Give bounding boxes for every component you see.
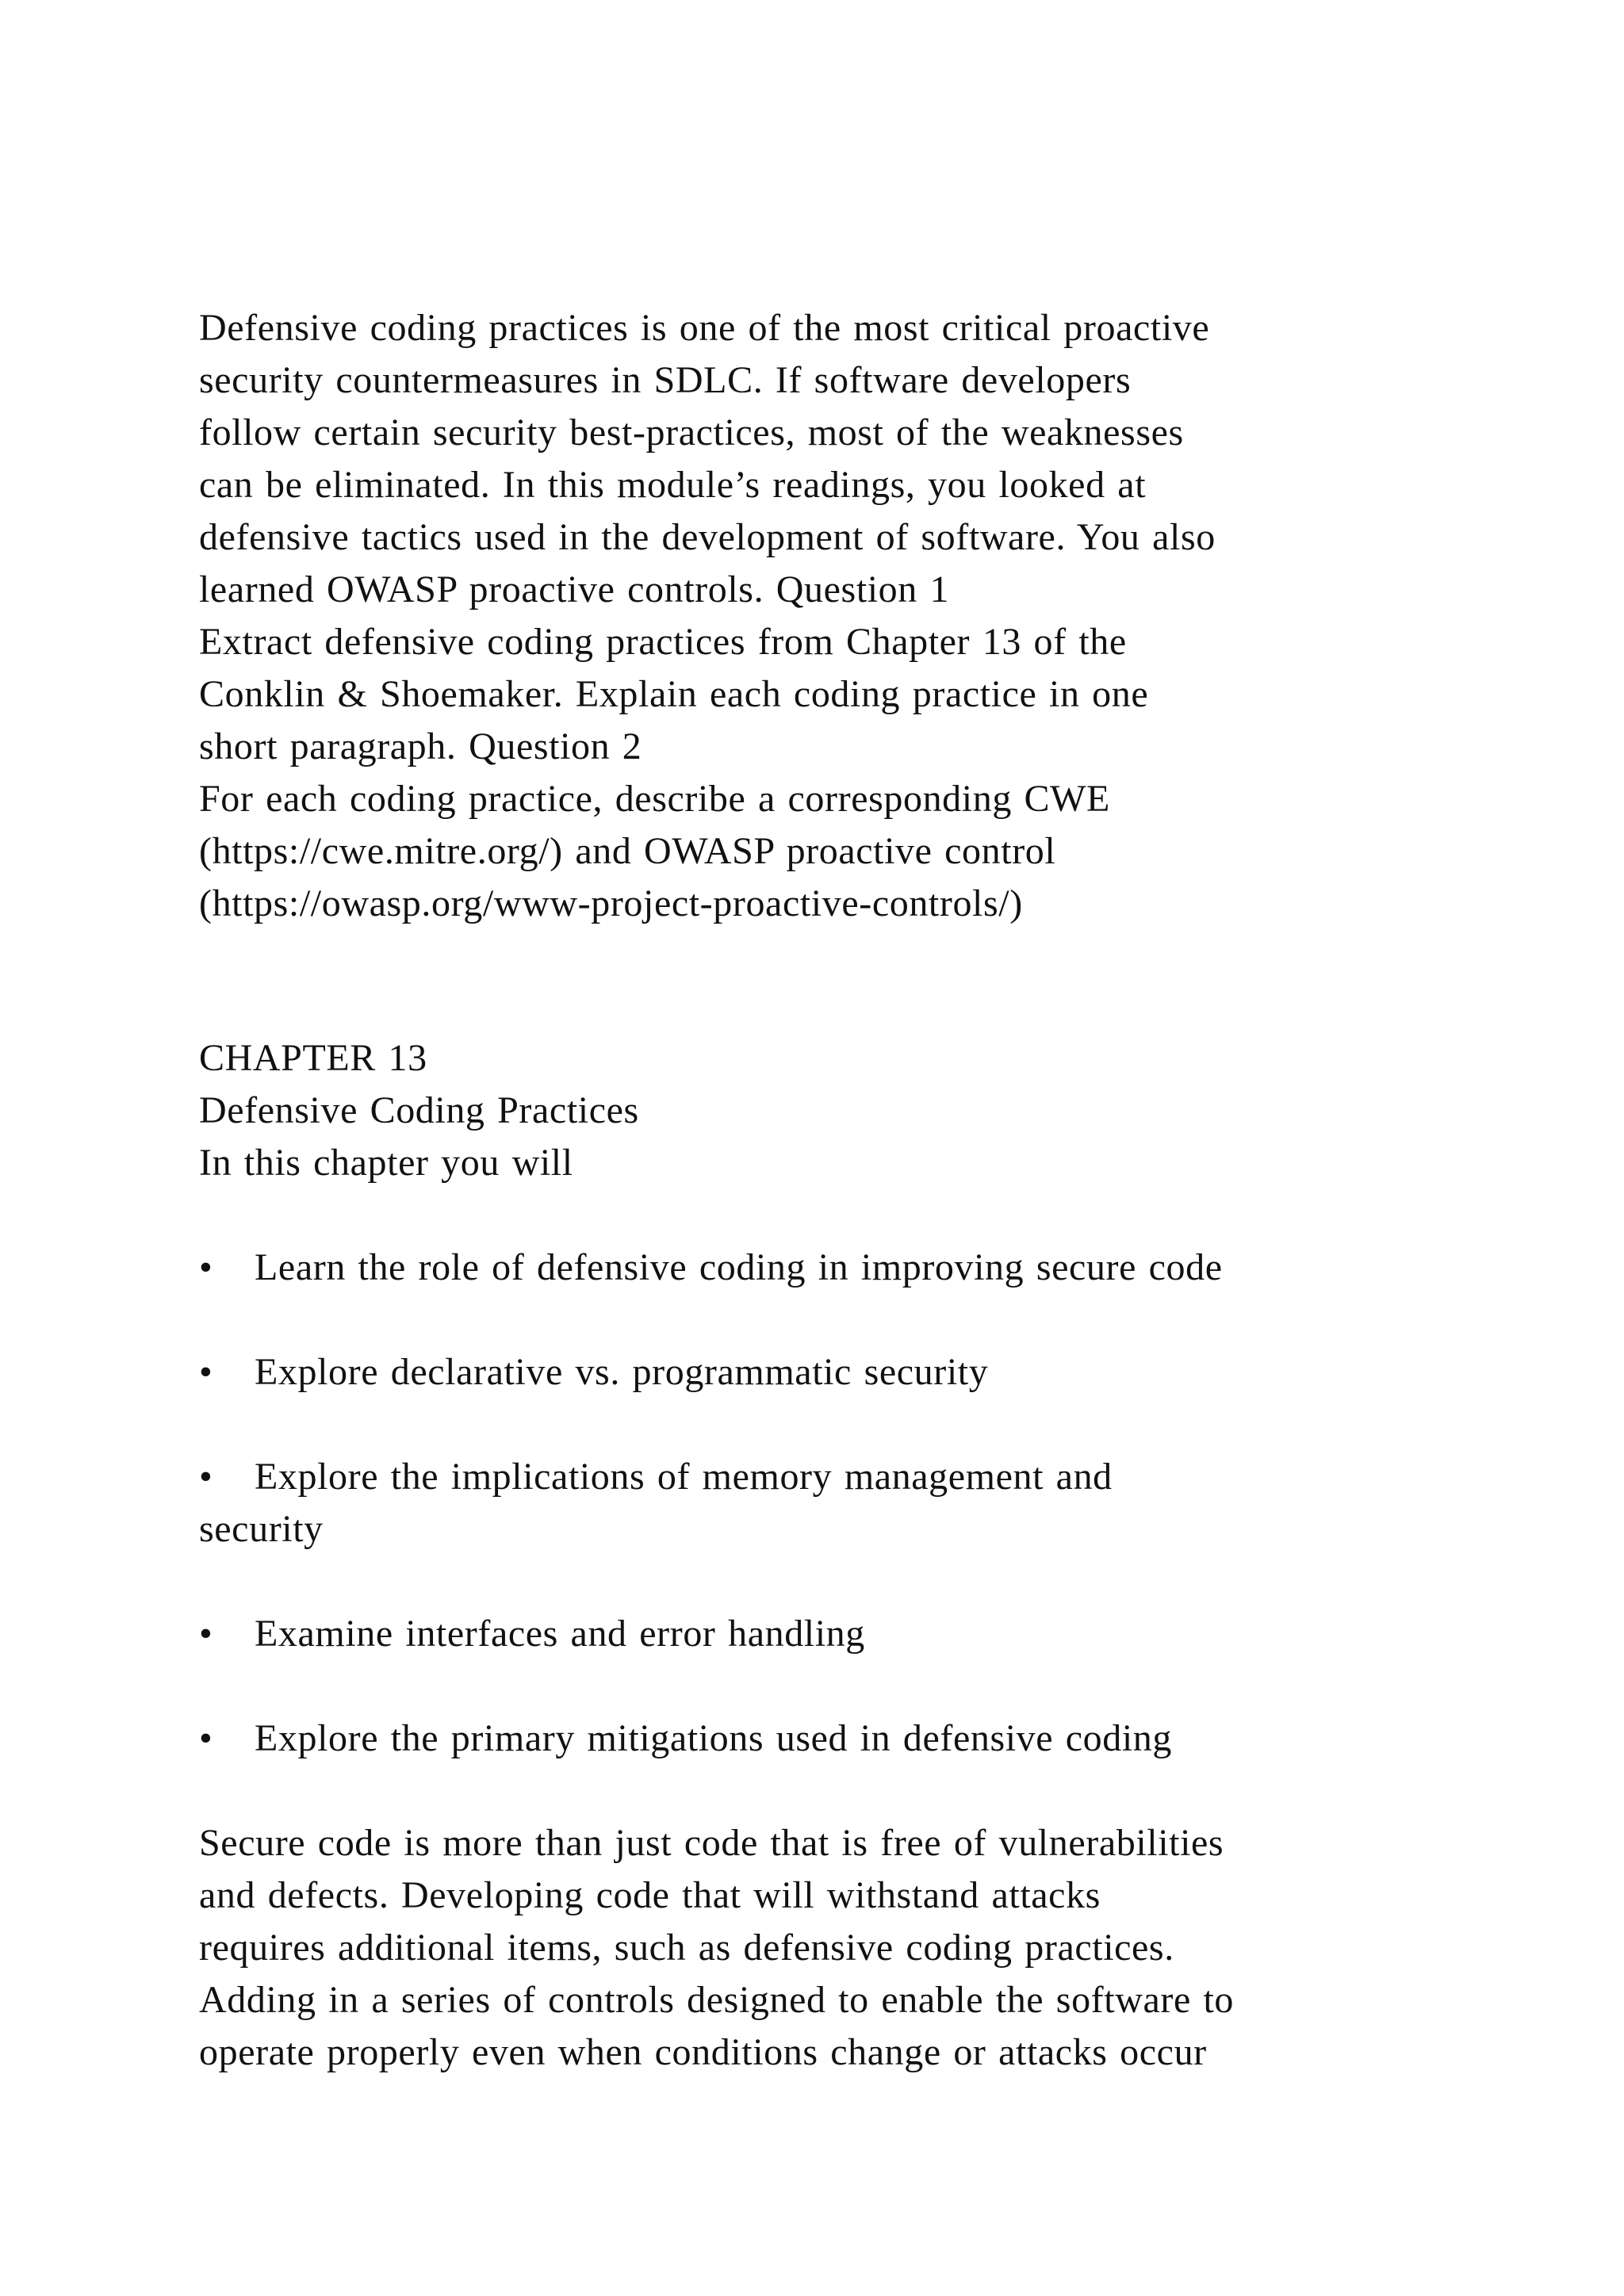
body-line-5: operate properly even when conditions change or attacks occur (199, 2031, 1207, 2073)
intro-line-5: defensive tactics used in the development of software. You also (199, 516, 1216, 558)
bullet-item (199, 1346, 988, 1399)
bullet-item (199, 1608, 865, 1660)
chapter-intro: In this chapter you will (199, 1142, 573, 1184)
bullet-marker: • (199, 1613, 213, 1655)
bullet-item (199, 1242, 1223, 1294)
intro-line-4: can be eliminated. In this module’s readings, you looked at (199, 464, 1147, 506)
intro-line-9: short paragraph. Question 2 (199, 725, 642, 767)
bullet-marker: • (199, 1351, 213, 1393)
bullet-text: Explore the primary mitigations used in defensive coding (255, 1717, 1173, 1759)
chapter-label: CHAPTER 13 (199, 1037, 427, 1079)
intro-line-6: learned OWASP proactive controls. Question 1 (199, 568, 950, 610)
body-line-1: Secure code is more than just code that is free of vulnerabilities (199, 1822, 1224, 1864)
intro-line-8: Conklin & Shoemaker. Explain each coding practice in one (199, 673, 1149, 715)
bullet-continuation: security (199, 1508, 324, 1550)
bullet-item (199, 1451, 1113, 1503)
bullet-marker: • (199, 1246, 213, 1288)
intro-line-1: Defensive coding practices is one of the most critical proactive (199, 307, 1210, 349)
bullet-text: Explore declarative vs. programmatic security (255, 1351, 989, 1393)
intro-line-2: security countermeasures in SDLC. If software developers (199, 359, 1132, 401)
intro-line-11: (https://cwe.mitre.org/) and OWASP proactive control (199, 830, 1056, 872)
intro-line-10: For each coding practice, describe a corresponding CWE (199, 778, 1110, 820)
body-line-2: and defects. Developing code that will withstand attacks (199, 1874, 1101, 1916)
bullet-text: Learn the role of defensive coding in improving secure code (255, 1246, 1223, 1288)
body-line-3: requires additional items, such as defensive coding practices. (199, 1927, 1174, 1969)
intro-line-12: (https://owasp.org/www-project-proactive-controls/) (199, 882, 1023, 924)
bullet-item (199, 1712, 1172, 1765)
bullet-text: Examine interfaces and error handling (255, 1613, 865, 1655)
body-line-4: Adding in a series of controls designed to enable the software to (199, 1979, 1234, 2021)
intro-line-3: follow certain security best-practices, most of the weaknesses (199, 411, 1184, 453)
chapter-title: Defensive Coding Practices (199, 1089, 639, 1131)
bullet-text: Explore the implications of memory management and (255, 1456, 1113, 1498)
intro-line-7: Extract defensive coding practices from Chapter 13 of the (199, 621, 1127, 663)
bullet-marker: • (199, 1717, 213, 1759)
bullet-marker: • (199, 1456, 213, 1498)
